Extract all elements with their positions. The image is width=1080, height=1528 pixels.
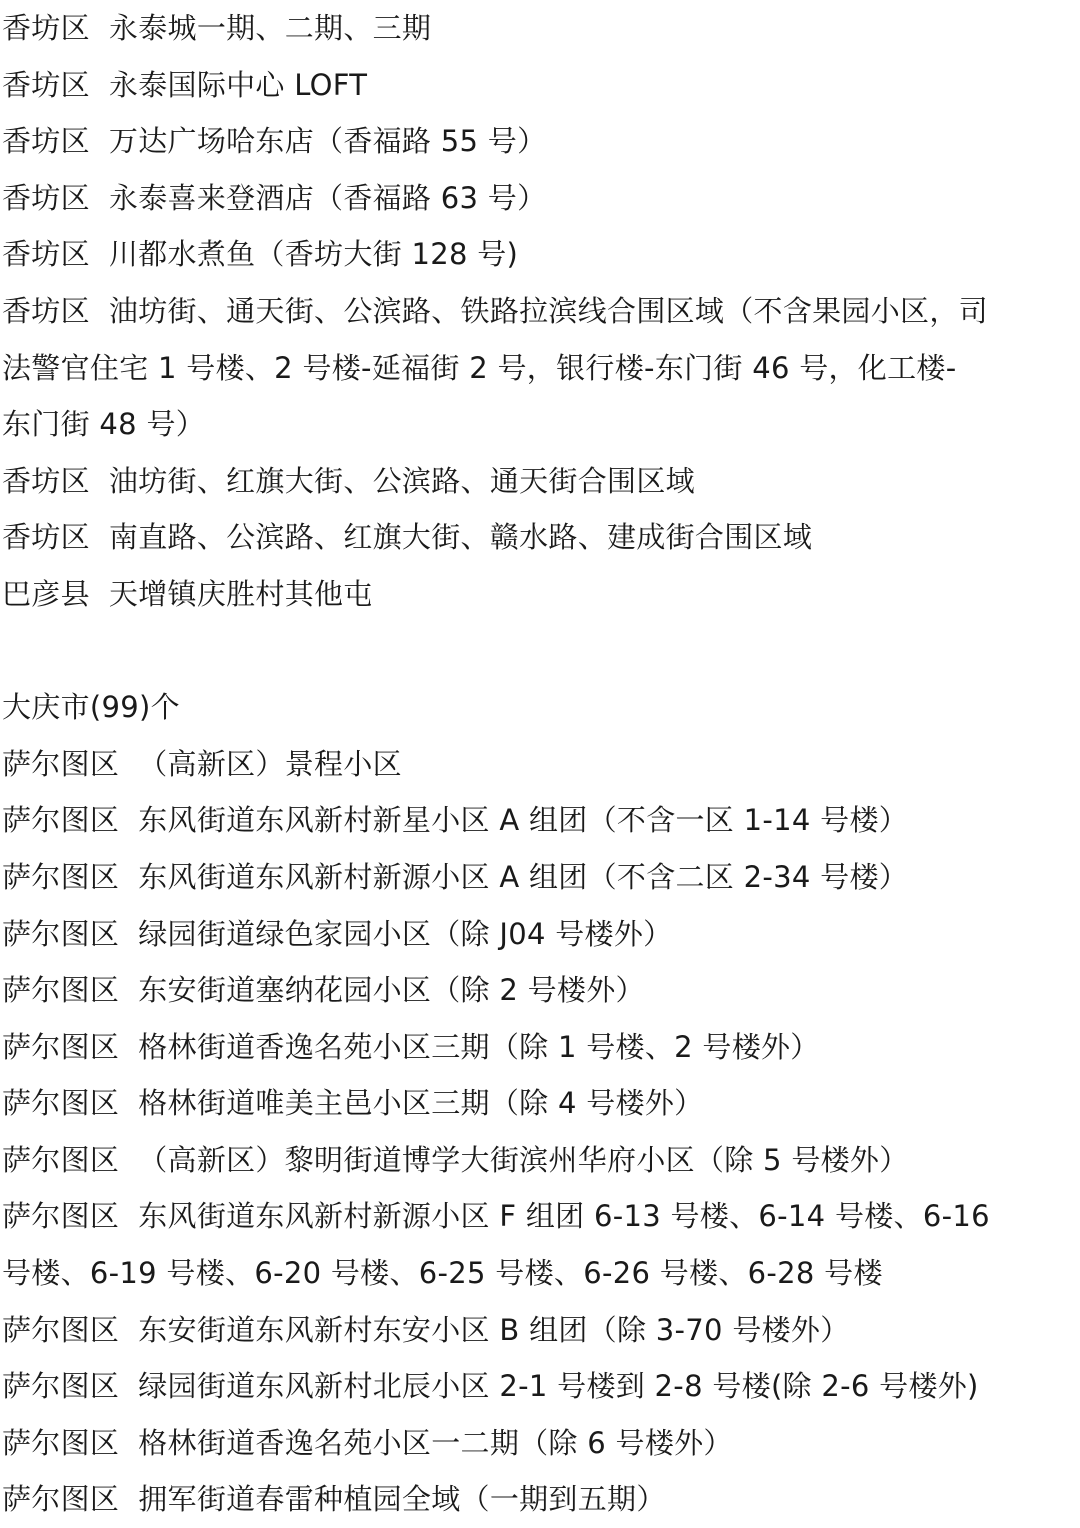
text-line: 萨尔图区 东风街道东风新村新星小区 A 组团（不含一区 1-14 号楼） [2, 803, 909, 838]
text-line: 萨尔图区 （高新区）黎明街道博学大街滨州华府小区（除 5 号楼外） [2, 1142, 909, 1177]
text-line: 萨尔图区 格林街道香逸名苑小区一二期（除 6 号楼外） [2, 1425, 733, 1460]
text-line: 香坊区 永泰城一期、二期、三期 [2, 11, 432, 45]
text-line: 萨尔图区 绿园街道东风新村北辰小区 2-1 号楼到 2-8 号楼(除 2-6 号楼外) [2, 1369, 979, 1404]
text-line: 萨尔图区 东风街道东风新村新源小区 F 组团 6-13 号楼、6-14 号楼、6-16 [2, 1199, 990, 1234]
text-line: 萨尔图区 东安街道塞纳花园小区（除 2 号楼外） [2, 973, 645, 1008]
text-line: 香坊区 油坊街、红旗大街、公滨路、通天街合围区域 [2, 463, 695, 498]
text-line: 法警官住宅 1 号楼、2 号楼-延福街 2 号，银行楼-东门街 46 号，化工楼- [2, 350, 957, 385]
text-line: 萨尔图区 拥军街道春雷种植园全域（一期到五期） [2, 1482, 666, 1517]
document-body [2, 0, 1078, 1528]
text-line: 巴彦县 天增镇庆胜村其他屯 [2, 576, 373, 611]
text-line: 萨尔图区 格林街道唯美主邑小区三期（除 4 号楼外） [2, 1086, 704, 1121]
blank-line [2, 623, 1078, 680]
text-line: 萨尔图区 格林街道香逸名苑小区三期（除 1 号楼、2 号楼外） [2, 1029, 820, 1064]
text-line: 香坊区 油坊街、通天街、公滨路、铁路拉滨线合围区域（不含果园小区，司 [2, 293, 988, 328]
text-line: 号楼、6-19 号楼、6-20 号楼、6-25 号楼、6-26 号楼、6-28 号楼 [2, 1256, 883, 1291]
text-line: 香坊区 万达广场哈东店（香福路 55 号） [2, 124, 547, 159]
text-line: 萨尔图区 绿园街道绿色家园小区（除 J04 号楼外） [2, 916, 673, 951]
text-line: 香坊区 永泰国际中心 LOFT [2, 67, 368, 102]
text-line: 萨尔图区 东风街道东风新村新源小区 A 组团（不含二区 2-34 号楼） [2, 859, 909, 894]
text-line: 萨尔图区 （高新区）景程小区 [2, 746, 402, 781]
text-line: 萨尔图区 东安街道东风新村东安小区 B 组团（除 3-70 号楼外） [2, 1312, 850, 1347]
text-line: 香坊区 永泰喜来登酒店（香福路 63 号） [2, 180, 547, 215]
text-line: 东门街 48 号） [2, 407, 206, 442]
city-heading: 大庆市(99)个 [2, 690, 180, 725]
text-line: 香坊区 川都水煮鱼（香坊大街 128 号) [2, 237, 519, 272]
text-line: 香坊区 南直路、公滨路、红旗大街、赣水路、建成街合围区域 [2, 520, 813, 555]
